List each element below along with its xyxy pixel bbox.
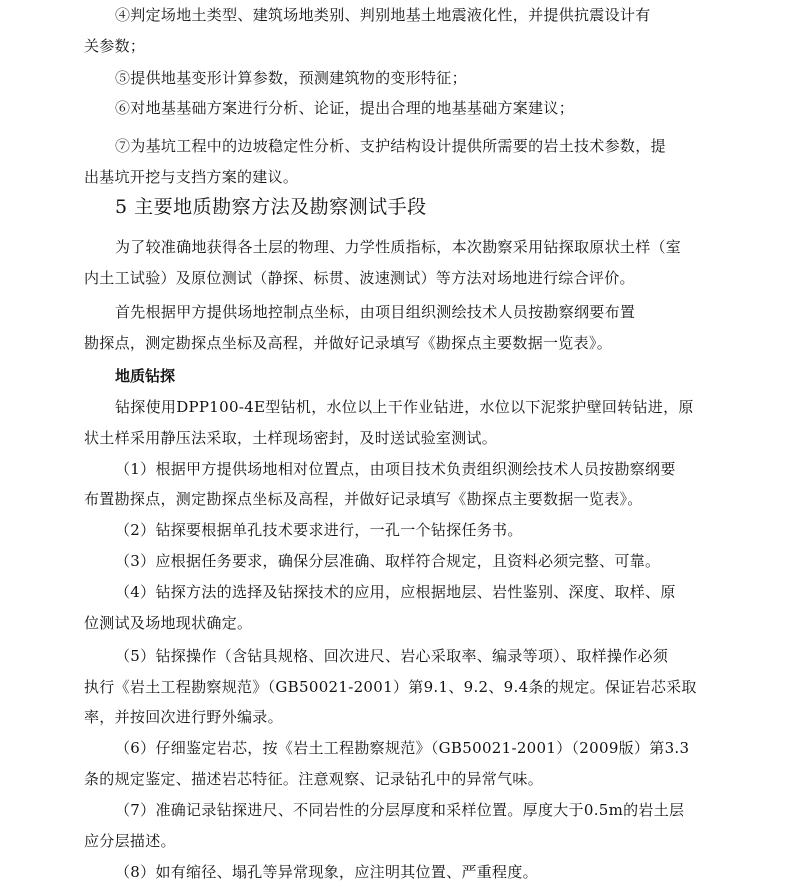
text-line: 为了较准确地获得各土层的物理、力学性质指标，本次勘察采用钻探取原状土样（室 xyxy=(115,238,682,256)
text-line: （1）根据甲方提供场地相对位置点，由项目技术负责组织测绘技术人员按勘察纲要 xyxy=(115,460,676,478)
text-line: （6）仔细鉴定岩芯，按《岩土工程勘察规范》（GB50021-2001）（2009版）第3.3 xyxy=(115,739,690,757)
text-line: （7）准确记录钻探进尺、不同岩性的分层厚度和采样位置。厚度大于0.5m的岩土层 xyxy=(115,801,685,819)
text-line: ⑦为基坑工程中的边坡稳定性分析、支护结构设计提供所需要的岩土技术参数，提 xyxy=(115,137,666,155)
text-line: （4）钻探方法的选择及钻探技术的应用，应根据地层、岩性鉴别、深度、取样、原 xyxy=(115,583,676,601)
text-line: 勘探点，测定勘探点坐标及高程，并做好记录填写《勘探点主要数据一览表》。 xyxy=(84,334,613,352)
text-line: 首先根据甲方提供场地控制点坐标，由项目组织测绘技术人员按勘察纲要布置 xyxy=(115,303,636,321)
text-line: 状土样采用静压法采取，土样现场密封，及时送试验室测试。 xyxy=(84,429,498,447)
text-line: （8）如有缩径、塌孔等异常现象，应注明其位置、严重程度。 xyxy=(115,863,538,881)
text-line: ⑤提供地基变形计算参数，预测建筑物的变形特征； xyxy=(115,69,467,87)
text-line: ④判定场地土类型、建筑场地类别、判别地基土地震液化性，并提供抗震设计有 xyxy=(115,6,651,24)
text-line: （5）钻探操作（含钻具规格、回次进尺、岩心采取率、编录等项）、取样操作必须 xyxy=(115,647,669,665)
text-line: 内土工试验）及原位测试（静探、标贯、波速测试）等方法对场地进行综合评价。 xyxy=(84,269,635,287)
text-line: 位测试及场地现状确定。 xyxy=(84,614,253,632)
text-line: ⑥对地基基础方案进行分析、论证，提出合理的地基基础方案建议； xyxy=(115,99,575,117)
text-line: 条的规定鉴定、描述岩芯特征。注意观察、记录钻孔中的异常气味。 xyxy=(84,770,544,788)
text-line: 执行《岩土工程勘察规范》（GB50021-2001）第9.1、9.2、9.4条的规定。保证岩芯采取 xyxy=(84,678,697,696)
text-line: （3）应根据任务要求，确保分层准确、取样符合规定，且资料必须完整、可靠。 xyxy=(115,552,661,570)
text-line: 出基坑开挖与支挡方案的建议。 xyxy=(84,168,299,186)
section-heading: 5 主要地质勘察方法及勘察测试手段 xyxy=(115,196,427,218)
text-line: （2）钻探要根据单孔技术要求进行，一孔一个钻探任务书。 xyxy=(115,521,523,539)
text-line: 钻探使用DPP100-4E型钻机，水位以上干作业钻进，水位以下泥浆护壁回转钻进，原 xyxy=(115,398,694,416)
text-line: 率，并按回次进行野外编录。 xyxy=(84,708,283,726)
text-line: 应分层描述。 xyxy=(84,832,176,850)
text-line: 布置勘探点，测定勘探点坐标及高程，并做好记录填写《勘探点主要数据一览表》。 xyxy=(84,490,643,508)
subheading: 地质钻探 xyxy=(115,367,176,385)
text-line: 关参数； xyxy=(84,37,146,55)
